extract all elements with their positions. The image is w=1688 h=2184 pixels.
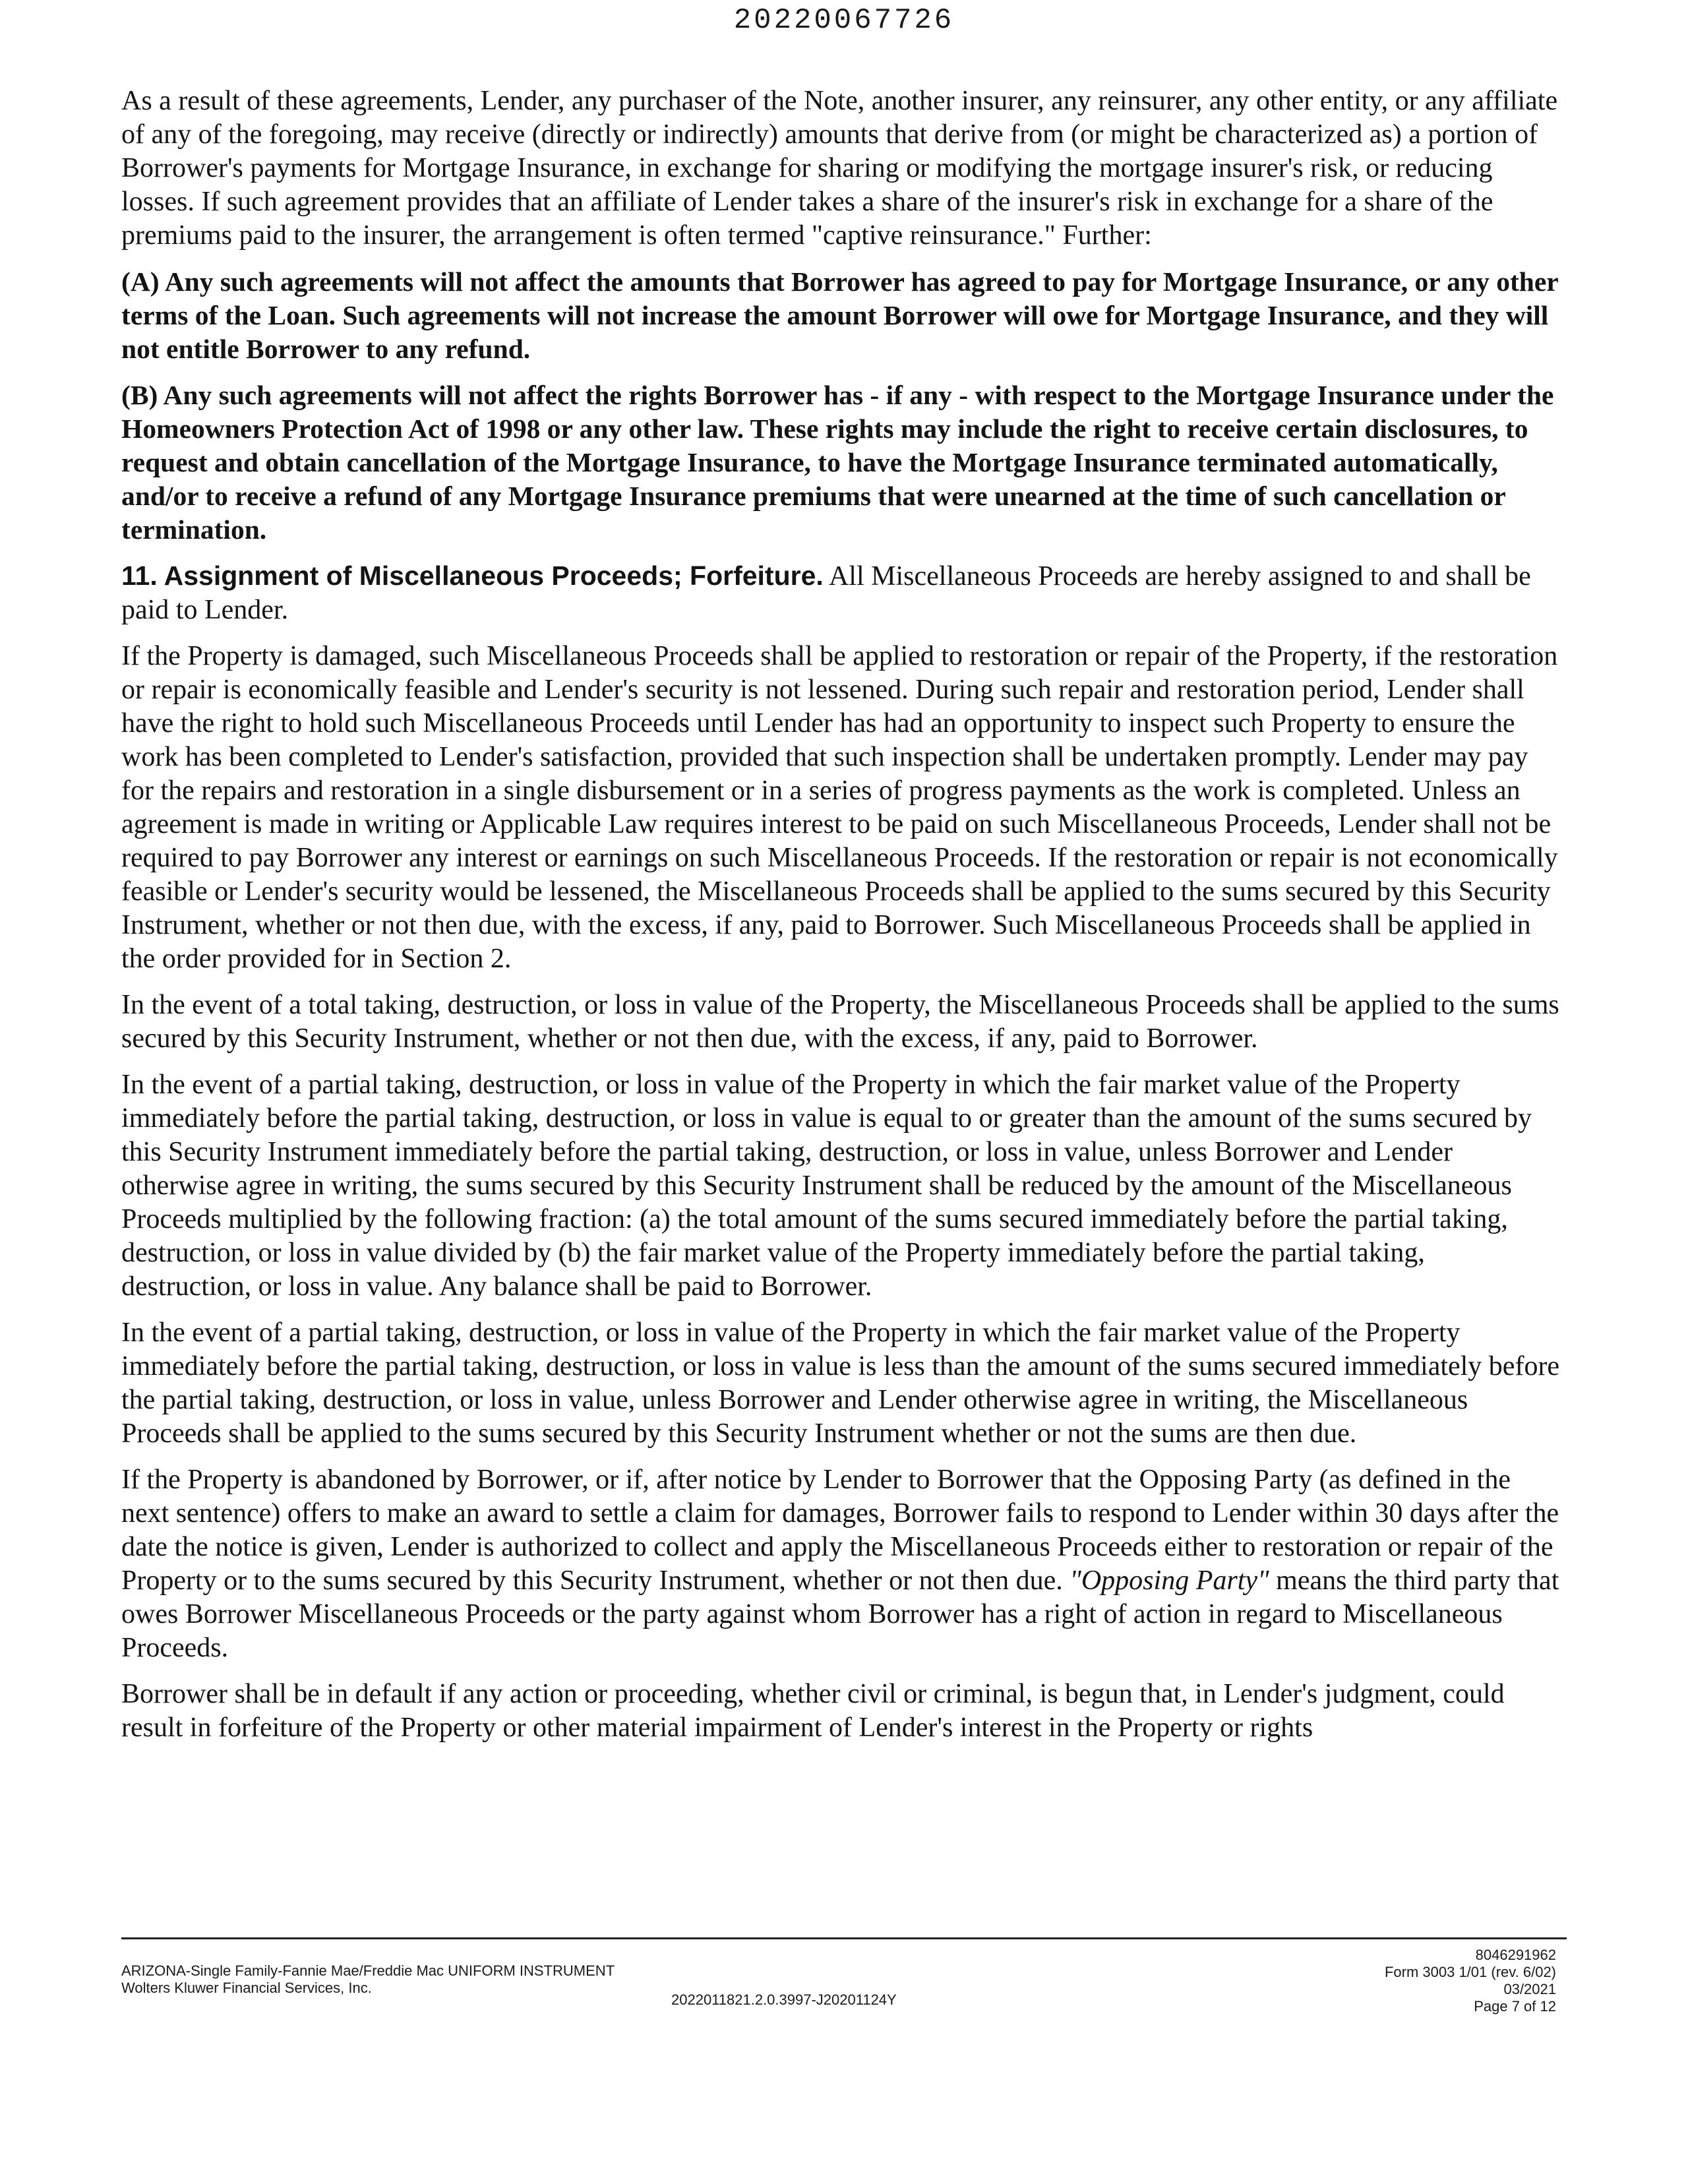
- footer-divider: [121, 1937, 1567, 1939]
- loan-number: 8046291962: [1475, 1947, 1556, 1963]
- paragraph-property-damaged: If the Property is damaged, such Miscellaneous Proceeds shall be applied to restoration or repair of the Property, if the restoration or repair is economically feasible and Lender's security is not lessened. During such repair and restoration period, Lender shall have the right to hold such Miscellaneous Proceeds until Lender has had an opportunity to inspect such Property to ensure the work has been completed to Lender's satisfaction, provided that such inspection shall be undertaken promptly. Lender may pay for the repairs and restoration in a single disbursement or in a series of progress payments as the work is completed. Unless an agreement is made in writing or Applicable Law requires interest to be paid on such Miscellaneous Proceeds, Lender shall not be required to pay Borrower any interest or earnings on such Miscellaneous Proceeds. If the restoration or repair is not economically feasible or Lender's security would be lessened, the Miscellaneous Proceeds shall be applied to the sums secured by this Security Instrument, whether or not then due, with the excess, if any, paid to Borrower. Such Miscellaneous Proceeds shall be applied in the order provided for in Section 2.: [121, 641, 1558, 974]
- paragraph-a-agreements: (A) Any such agreements will not affect the amounts that Borrower has agreed to pay for Mortgage Insurance, or any other terms of the Loan. Such agreements will not increase the amount Borrower will owe for Mortgage Insurance, and they will not entitle Borrower to any refund.: [121, 266, 1558, 364]
- section-11-intro: All Miscellaneous Proceeds are hereby assigned to and shall be paid to Lender.: [121, 561, 1531, 625]
- form-number: Form 3003 1/01 (rev. 6/02): [1384, 1964, 1556, 1980]
- paragraph-partial-taking-greater: In the event of a partial taking, destruction, or loss in value of the Property in which the fair market value of the Property immediately before the partial taking, destruction, or loss in value is equal to or greater than the amount of the sums secured by this Security Instrument immediately before the partial taking, destruction, or loss in value, unless Borrower and Lender otherwise agree in writing, the sums secured by this Security Instrument shall be reduced by the amount of the Miscellaneous Proceeds multiplied by the following fraction: (a) the total amount of the sums secured immediately before the partial taking, destruction, or loss in value divided by (b) the fair market value of the Property immediately before the partial taking, destruction, or loss in value. Any balance shall be paid to Borrower.: [121, 1070, 1532, 1302]
- paragraph-borrower-default: Borrower shall be in default if any action or proceeding, whether civil or criminal, is begun that, in Lender's judgment, could result in forfeiture of the Property or other material impairment of Lender's interest in the Property or rights: [121, 1679, 1505, 1743]
- paragraph-captive-reinsurance: As a result of these agreements, Lender, any purchaser of the Note, another insurer, any reinsurer, any other entity, or any affiliate of any of the foregoing, may receive (directly or indirectly) amounts that derive from (or might be characterized as) a portion of Borrower's payments for Mortgage Insurance, in exchange for sharing or modifying the mortgage insurer's risk, or reducing losses. If such agreement provides that an affiliate of Lender takes a share of the insurer's risk in exchange for a share of the premiums paid to the insurer, the arrangement is often termed "captive reinsurance." Further:: [121, 86, 1558, 251]
- section-11: [121, 559, 1560, 627]
- form-date: 03/2021: [1503, 1981, 1556, 1997]
- recording-number: 20220067726: [733, 4, 955, 37]
- document-code: 2022011821.2.0.3997-J20201124Y: [671, 1991, 897, 2008]
- paragraph-abandoned-property: [121, 1463, 1560, 1665]
- paragraph-partial-taking-less: In the event of a partial taking, destruction, or loss in value of the Property in which the fair market value of the Property immediately before the partial taking, destruction, or loss in value is less than the amount of the sums secured immediately before the partial taking, destruction, or loss in value, unless Borrower and Lender otherwise agree in writing, the Miscellaneous Proceeds shall be applied to the sums secured by this Security Instrument whether or not the sums are then due.: [121, 1318, 1560, 1449]
- document-body: [121, 84, 1560, 1757]
- paragraph-b-rights: (B) Any such agreements will not affect the rights Borrower has - if any - with respect to the Mortgage Insurance under the Homeowners Protection Act of 1998 or any other law. These rights may include the right to receive certain disclosures, to request and obtain cancellation of the Mortgage Insurance, to have the Mortgage Insurance terminated automatically, and/or to receive a refund of any Mortgage Insurance premiums that were unearned at the time of such cancellation or termination.: [121, 380, 1554, 545]
- footer-left: [121, 1962, 615, 1997]
- page-footer: [121, 1947, 1556, 2026]
- section-11-heading: 11. Assignment of Miscellaneous Proceeds; Forfeiture.: [121, 561, 824, 591]
- page-number: Page 7 of 12: [1474, 1998, 1556, 2015]
- opposing-party-term: "Opposing Party": [1070, 1565, 1269, 1596]
- footer-right: [1385, 1947, 1556, 2015]
- paragraph-total-taking: In the event of a total taking, destruction, or loss in value of the Property, the Miscellaneous Proceeds shall be applied to the sums secured by this Security Instrument, whether or not then due, with the excess, if any, paid to Borrower.: [121, 990, 1559, 1054]
- abandoned-text: If the Property is abandoned by Borrower, or if, after notice by Lender to Borrower that the Opposing Party (as defined in the next sentence) offers to make an award to settle a claim for damages, Borrower fails to respond to Lender within 30 days after the date the notice is given, Lender is authorized to collect and apply the Miscellaneous Proceeds either to restoration or repair of the Property or to the sums secured by this Security Instrument, whether or not then due.: [121, 1465, 1559, 1596]
- form-title: ARIZONA-Single Family-Fannie Mae/Freddie Mac UNIFORM INSTRUMENT: [121, 1962, 615, 1979]
- publisher: Wolters Kluwer Financial Services, Inc.: [121, 1980, 372, 1996]
- opposing-party-definition: means the third party that owes Borrower Miscellaneous Proceeds or the party against whom Borrower has a right of action in regard to Miscellaneous Proceeds.: [121, 1565, 1559, 1663]
